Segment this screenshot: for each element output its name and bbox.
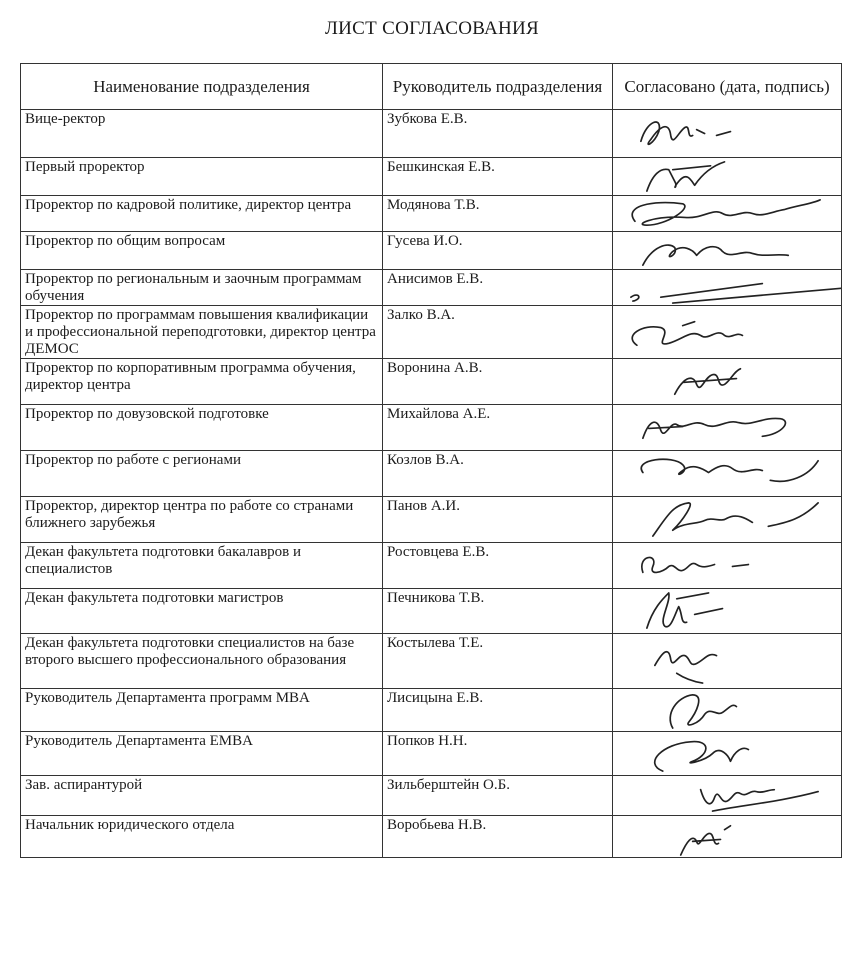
signature-image — [613, 689, 841, 731]
head-cell: Воробьева Н.В. — [383, 816, 613, 858]
table-row — [21, 359, 842, 405]
signature-cell — [613, 270, 842, 306]
signature-cell — [613, 359, 842, 405]
signature-image — [613, 270, 841, 305]
department-cell: Проректор по корпоративным программа обучения, директор центра — [21, 359, 383, 405]
table-row — [21, 732, 842, 776]
signature-image — [613, 816, 841, 857]
signature-image — [613, 589, 841, 633]
head-cell: Печникова Т.В. — [383, 589, 613, 634]
signature-cell — [613, 232, 842, 270]
signature-cell — [613, 158, 842, 196]
signature-image — [613, 110, 841, 157]
signature-image — [613, 158, 841, 195]
table-row — [21, 816, 842, 858]
signature-cell — [613, 306, 842, 359]
table-header-row — [21, 64, 842, 110]
table-row — [21, 451, 842, 497]
signature-image — [613, 306, 841, 358]
table-row — [21, 270, 842, 306]
signature-image — [613, 196, 841, 231]
department-cell: Руководитель Департамента EMBA — [21, 732, 383, 776]
department-cell: Зав. аспирантурой — [21, 776, 383, 816]
signature-cell — [613, 543, 842, 589]
department-cell: Проректор по кадровой политике, директор центра — [21, 196, 383, 232]
head-cell: Лисицына Е.В. — [383, 689, 613, 732]
column-header-approved: Согласовано (дата, подпись) — [613, 64, 842, 110]
table-row — [21, 196, 842, 232]
signature-image — [613, 451, 841, 496]
signature-cell — [613, 634, 842, 689]
signature-image — [613, 232, 841, 269]
signature-image — [613, 776, 841, 815]
signature-cell — [613, 497, 842, 543]
table-row — [21, 634, 842, 689]
signature-image — [613, 543, 841, 588]
department-cell: Проректор по общим вопросам — [21, 232, 383, 270]
department-cell: Декан факультета подготовки бакалавров и специалистов — [21, 543, 383, 589]
table-row — [21, 497, 842, 543]
table-row — [21, 110, 842, 158]
head-cell: Ростовцева Е.В. — [383, 543, 613, 589]
department-cell: Декан факультета подготовки магистров — [21, 589, 383, 634]
table-row — [21, 405, 842, 451]
head-cell: Модянова Т.В. — [383, 196, 613, 232]
head-cell: Зубкова Е.В. — [383, 110, 613, 158]
table-row — [21, 232, 842, 270]
approval-table — [20, 63, 842, 858]
column-header-head: Руководитель подразделения — [383, 64, 613, 110]
signature-cell — [613, 196, 842, 232]
signature-image — [613, 732, 841, 775]
signature-cell — [613, 776, 842, 816]
head-cell: Воронина А.В. — [383, 359, 613, 405]
department-cell: Проректор по программам повышения квалификации и профессиональной переподготовки, директор центра ДЕМОС — [21, 306, 383, 359]
head-cell: Костылева Т.Е. — [383, 634, 613, 689]
table-row — [21, 543, 842, 589]
department-cell: Проректор по работе с регионами — [21, 451, 383, 497]
department-cell: Вице-ректор — [21, 110, 383, 158]
table-row — [21, 306, 842, 359]
page-title: ЛИСТ СОГЛАСОВАНИЯ — [324, 18, 540, 39]
signature-cell — [613, 451, 842, 497]
table-row — [21, 589, 842, 634]
department-cell: Первый проректор — [21, 158, 383, 196]
column-header-department: Наименование подразделения — [21, 64, 383, 110]
table-row — [21, 776, 842, 816]
department-cell: Проректор по довузовской подготовке — [21, 405, 383, 451]
department-cell: Декан факультета подготовки специалистов на базе второго высшего профессионального образования — [21, 634, 383, 689]
signature-image — [613, 497, 841, 542]
signature-cell — [613, 732, 842, 776]
head-cell: Михайлова А.Е. — [383, 405, 613, 451]
head-cell: Козлов В.А. — [383, 451, 613, 497]
signature-cell — [613, 816, 842, 858]
department-cell: Руководитель Департамента программ MBA — [21, 689, 383, 732]
signature-image — [613, 359, 841, 404]
head-cell: Залко В.А. — [383, 306, 613, 359]
signature-image — [613, 634, 841, 688]
department-cell: Начальник юридического отдела — [21, 816, 383, 858]
signature-image — [613, 405, 841, 450]
department-cell: Проректор, директор центра по работе со странами ближнего зарубежья — [21, 497, 383, 543]
head-cell: Зильберштейн О.Б. — [383, 776, 613, 816]
head-cell: Попков Н.Н. — [383, 732, 613, 776]
signature-cell — [613, 405, 842, 451]
table-row — [21, 689, 842, 732]
signature-cell — [613, 689, 842, 732]
signature-cell — [613, 110, 842, 158]
head-cell: Бешкинская Е.В. — [383, 158, 613, 196]
head-cell: Анисимов Е.В. — [383, 270, 613, 306]
signature-cell — [613, 589, 842, 634]
department-cell: Проректор по региональным и заочным программам обучения — [21, 270, 383, 306]
head-cell: Панов А.И. — [383, 497, 613, 543]
table-row — [21, 158, 842, 196]
head-cell: Гусева И.О. — [383, 232, 613, 270]
